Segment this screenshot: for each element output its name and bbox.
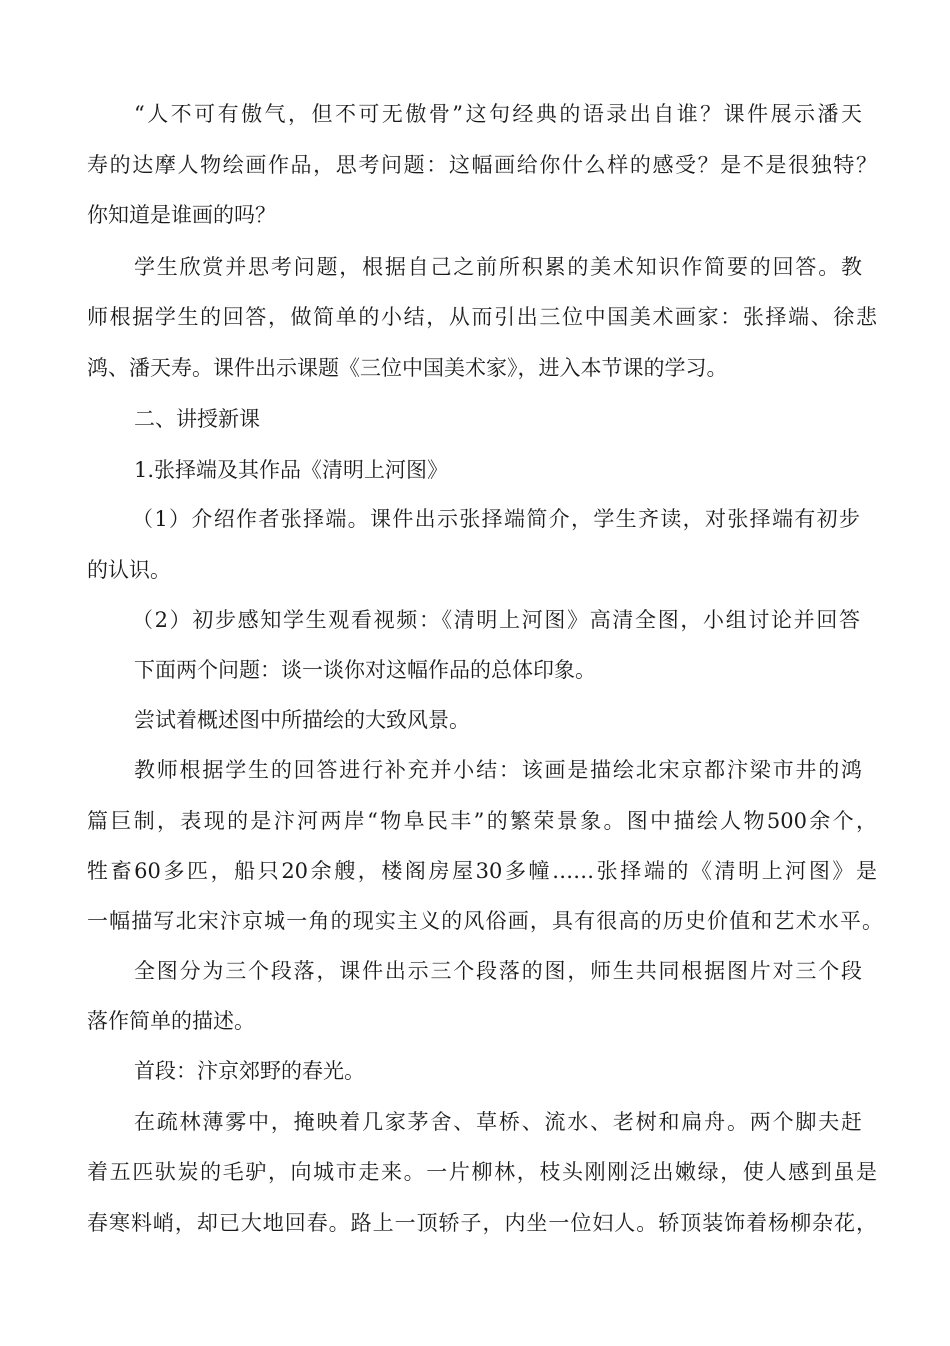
paragraph-6-line-3: 牲畜60多匹，船只20余艘，楼阁房屋30多幢……张择端的《清明上河图》是	[87, 859, 877, 883]
section-heading: 二、讲授新课	[134, 407, 260, 431]
paragraph-8: 首段：汴京郊野的春光。	[134, 1059, 365, 1083]
paragraph-1-line-1: “人不可有傲气，但不可无傲骨”这句经典的语录出自谁？课件展示潘天	[134, 102, 862, 126]
paragraph-9-line-1: 在疏林薄雾中，掩映着几家茅舍、草桥、流水、老树和扁舟。两个脚夫赶	[134, 1110, 862, 1134]
paragraph-6-line-4: 一幅描写北宋汴京城一角的现实主义的风俗画，具有很高的历史价值和艺术水平。	[87, 909, 883, 933]
paragraph-2-line-1: 学生欣赏并思考问题，根据自己之前所积累的美术知识作简要的回答。教	[134, 255, 862, 279]
paragraph-9-line-3: 春寒料峭，却已大地回春。路上一顶轿子，内坐一位妇人。轿顶装饰着杨柳杂花，	[87, 1211, 877, 1235]
subsection-heading: 1.张择端及其作品《清明上河图》	[134, 458, 449, 482]
paragraph-2-line-3: 鸿、潘天寿。课件出示课题《三位中国美术家》，进入本节课的学习。	[87, 356, 728, 380]
paragraph-6-line-2: 篇巨制，表现的是汴河两岸“物阜民丰”的繁荣景象。图中描绘人物500余个，	[87, 809, 877, 833]
paragraph-3-line-2: 的认识。	[87, 558, 171, 582]
paragraph-7-line-1: 全图分为三个段落，课件出示三个段落的图，师生共同根据图片对三个段	[134, 959, 862, 983]
paragraph-5: 尝试着概述图中所描绘的大致风景。	[134, 708, 470, 732]
paragraph-1-line-2: 寿的达摩人物绘画作品，思考问题：这幅画给你什么样的感受？是不是很独特？	[87, 153, 877, 177]
paragraph-9-line-2: 着五匹驮炭的毛驴，向城市走来。一片柳林，枝头刚刚泛出嫩绿，使人感到虽是	[87, 1160, 877, 1184]
paragraph-7-line-2: 落作简单的描述。	[87, 1009, 255, 1033]
paragraph-4-line-1: （2）初步感知学生观看视频：《清明上河图》高清全图，小组讨论并回答	[132, 608, 860, 632]
paragraph-6-line-1: 教师根据学生的回答进行补充并小结：该画是描绘北宋京都汴梁市井的鸿	[134, 758, 862, 782]
paragraph-4-line-2: 下面两个问题：谈一谈你对这幅作品的总体印象。	[134, 658, 596, 682]
paragraph-1-line-3: 你知道是谁画的吗？	[87, 203, 276, 227]
paragraph-3-line-1: （1）介绍作者张择端。课件出示张择端简介，学生齐读，对张择端有初步	[132, 507, 860, 531]
paragraph-2-line-2: 师根据学生的回答，做简单的小结，从而引出三位中国美术画家：张择端、徐悲	[87, 305, 877, 329]
